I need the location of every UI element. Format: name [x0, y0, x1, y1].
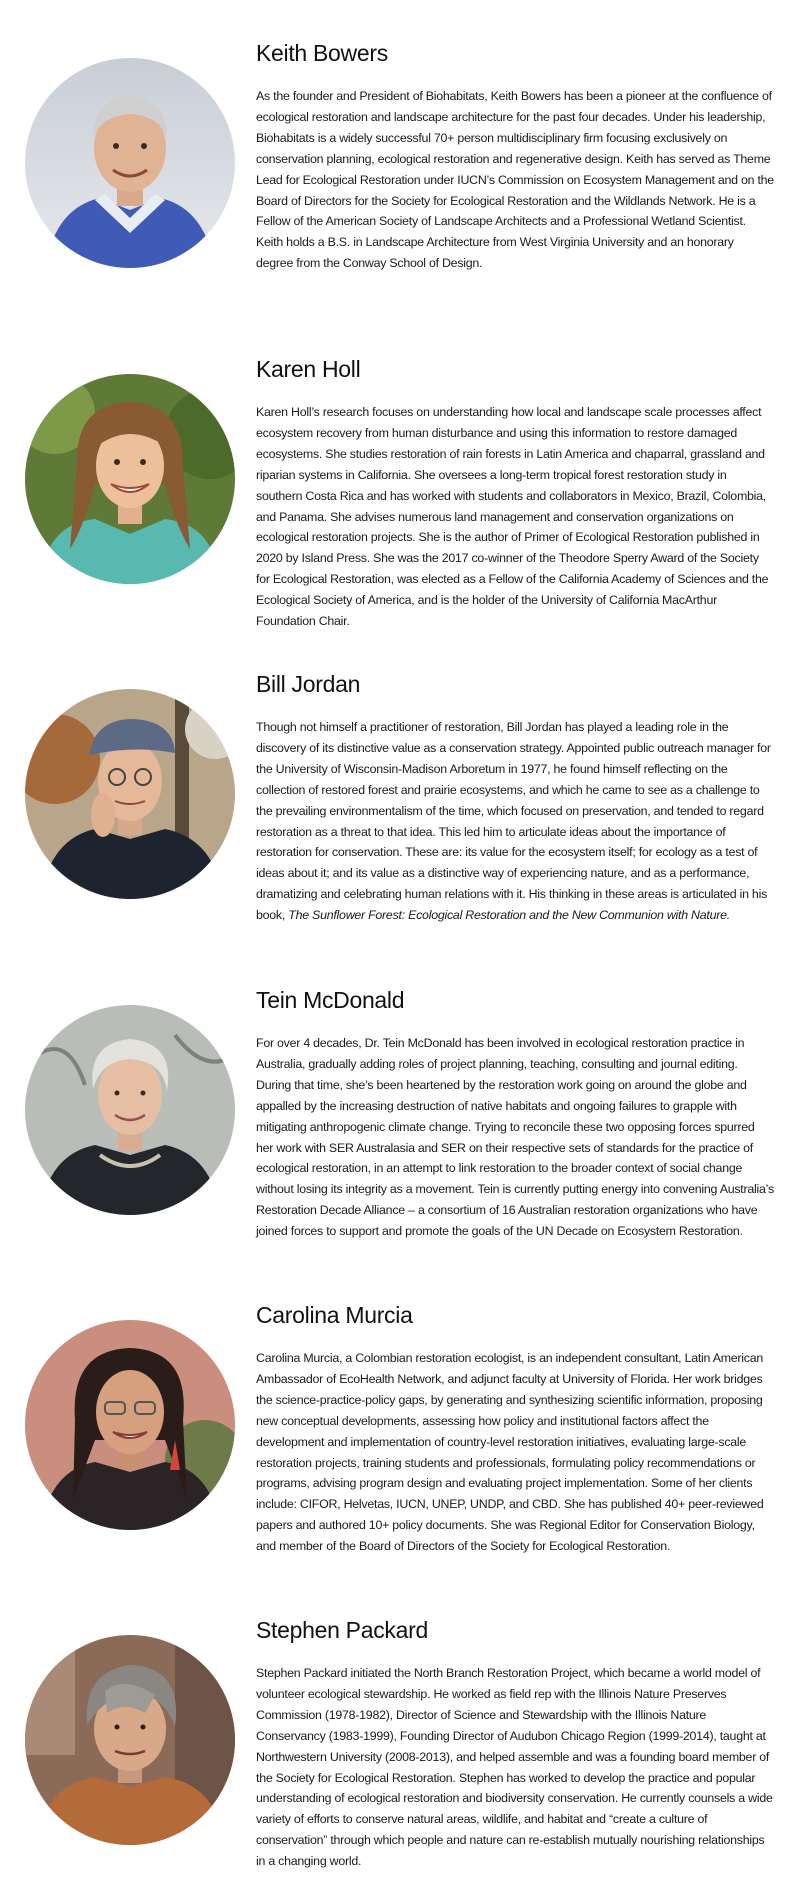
- person-name: Carolina Murcia: [256, 1302, 413, 1328]
- portrait-illustration: [25, 1635, 235, 1845]
- person-name: Keith Bowers: [256, 40, 388, 66]
- person-bio: Carolina Murcia, a Colombian restoration ecologist, is an independent consultant, Latin American Ambassador of EcoHealth Network, and adjunct faculty at University of Florida. Her work bridges the science-practice-policy gaps, by generating and synthesizing scientific information, proposing new conceptual developments, assessing how policy and institutional factors affect the development and implementation of country-level restoration initiatives, evaluating large-scale restoration projects, training students and professionals, formulating policy recommendations or programs, advising program design and evaluating project implementation. Some of her clients include: CIFOR, Helvetas, IUCN, UNEP, UNDP, and CBD. She has published 40+ peer-reviewed papers and authored 10+ policy documents. She was Regional Editor for Conservation Biology, and member of the Board of Directors of the Society for Ecological Restoration.: [256, 1351, 764, 1554]
- person-bio: For over 4 decades, Dr. Tein McDonald has been involved in ecological restoration practice in Australia, gradually adding roles of project planning, teaching, consulting and journal editing. During that time, she’s been heartened by the restoration work going on around the globe and appalled by the increasing destruction of native habitats and ongoing failures to grapple with mitigating anthropogenic climate change. Trying to reconcile these two opposing forces spurred her work with SER Australasia and SER on their respective sets of standards for the practice of ecological restoration, in an attempt to link restoration to the broader context of social change without losing its integrity as a movement. Tein is currently putting energy into convening Australia’s Restoration Decade Alliance – a consortium of 16 Australian restoration organizations who have joined forces to support and promote the goals of the UN Decade on Ecosystem Restoration.: [256, 1036, 774, 1239]
- person-name: Karen Holl: [256, 356, 361, 382]
- person-bio: As the founder and President of Biohabitats, Keith Bowers has been a pioneer at the confluence of ecological restoration and landscape architecture for the past four decades. Under his leadership, Biohabitats is a widely successful 70+ person multidisciplinary firm focusing exclusively on conservation planning, ecological restoration and regenerative design. Keith has served as Theme Lead for Ecological Restoration under IUCN’s Commission on Ecosystem Management and on the Board of Directors for the Society for Ecological Restoration and the Wildlands Network. He is a Fellow of the American Society of Landscape Architects and a Professional Wetland Scientist. Keith holds a B.S. in Landscape Architecture from West Virginia University and an honorary degree from the Conway School of Design.: [256, 89, 774, 271]
- portrait-photo: [25, 374, 235, 584]
- portrait-photo: [25, 689, 235, 899]
- portrait-photo: [25, 58, 235, 268]
- portrait-illustration: [25, 374, 235, 584]
- person-name: Tein McDonald: [256, 987, 405, 1013]
- portrait-illustration: [25, 689, 235, 899]
- book-title: The Sunflower Forest: Ecological Restoration and the New Communion with Nature.: [288, 908, 730, 923]
- portrait-photo: [25, 1320, 235, 1530]
- portrait-photo: [25, 1635, 235, 1845]
- portrait-photo: [25, 1005, 235, 1215]
- portrait-illustration: [25, 1005, 235, 1215]
- person-bio: Karen Holl’s research focuses on understanding how local and landscape scale processes affect ecosystem recovery from human disturbance and using this information to restore damaged ecosystems. She studies restoration of rain forests in Latin America and chaparral, grassland and riparian systems in California. She oversees a long-term tropical forest restoration study in southern Costa Rica and has worked with students and collaborators in Mexico, Brazil, Colombia, and Panama. She advises numerous land management and conservation organizations on ecological restoration projects. She is the author of Primer of Ecological Restoration published in 2020 by Island Press. She was the 2017 co-winner of the Theodore Sperry Award of the Society for Ecological Restoration, was elected as a Fellow of the California Academy of Sciences and the Ecological Society of America, and is the holder of the University of California MacArthur Foundation Chair.: [256, 405, 769, 629]
- person-bio: [256, 717, 774, 926]
- person-name: Stephen Packard: [256, 1617, 428, 1643]
- person-name: Bill Jordan: [256, 671, 361, 697]
- portrait-illustration: [25, 58, 235, 268]
- portrait-illustration: [25, 1320, 235, 1530]
- person-bio-text: Though not himself a practitioner of restoration, Bill Jordan has played a leading role in the discovery of its distinctive value as a conservation strategy. Appointed public outreach manager for the University of Wisconsin-Madison Arboretum in 1977, he found himself reflecting on the collection of restored forest and prairie ecosystems, and which he came to see as a challenge to the prevailing environmentalism of the time, which focused on preservation, and tended to regard restoration as a threat to that idea. This led him to articulate ideas about the importance of restoration for conservation. These are: its value for the ecosystem itself; for ecology as a test of ideas about it; and its value as a distinctive way of experiencing nature, and as a performance, dramatizing and celebrating human relations with it. His thinking in these areas is articulated in his book,: [256, 720, 771, 923]
- person-bio: Stephen Packard initiated the North Branch Restoration Project, which became a world model of volunteer ecological stewardship. He worked as field rep with the Illinois Nature Preserves Commission (1978-1982), Director of Science and Stewardship with the Illinois Nature Conservancy (1983-1999), Founding Director of Audubon Chicago Region (1999-2014), taught at Northwestern University (2008-2013), and helped assemble and was a founding board member of the Society for Ecological Restoration. Stephen has worked to develop the practice and popular understanding of ecological restoration and biodiversity conservation. He currently counsels a wide variety of efforts to conserve natural areas, wildlife, and habitat and “create a culture of conservation” through which people and nature can re-establish mutually nourishing relationships in a changing world.: [256, 1666, 773, 1869]
